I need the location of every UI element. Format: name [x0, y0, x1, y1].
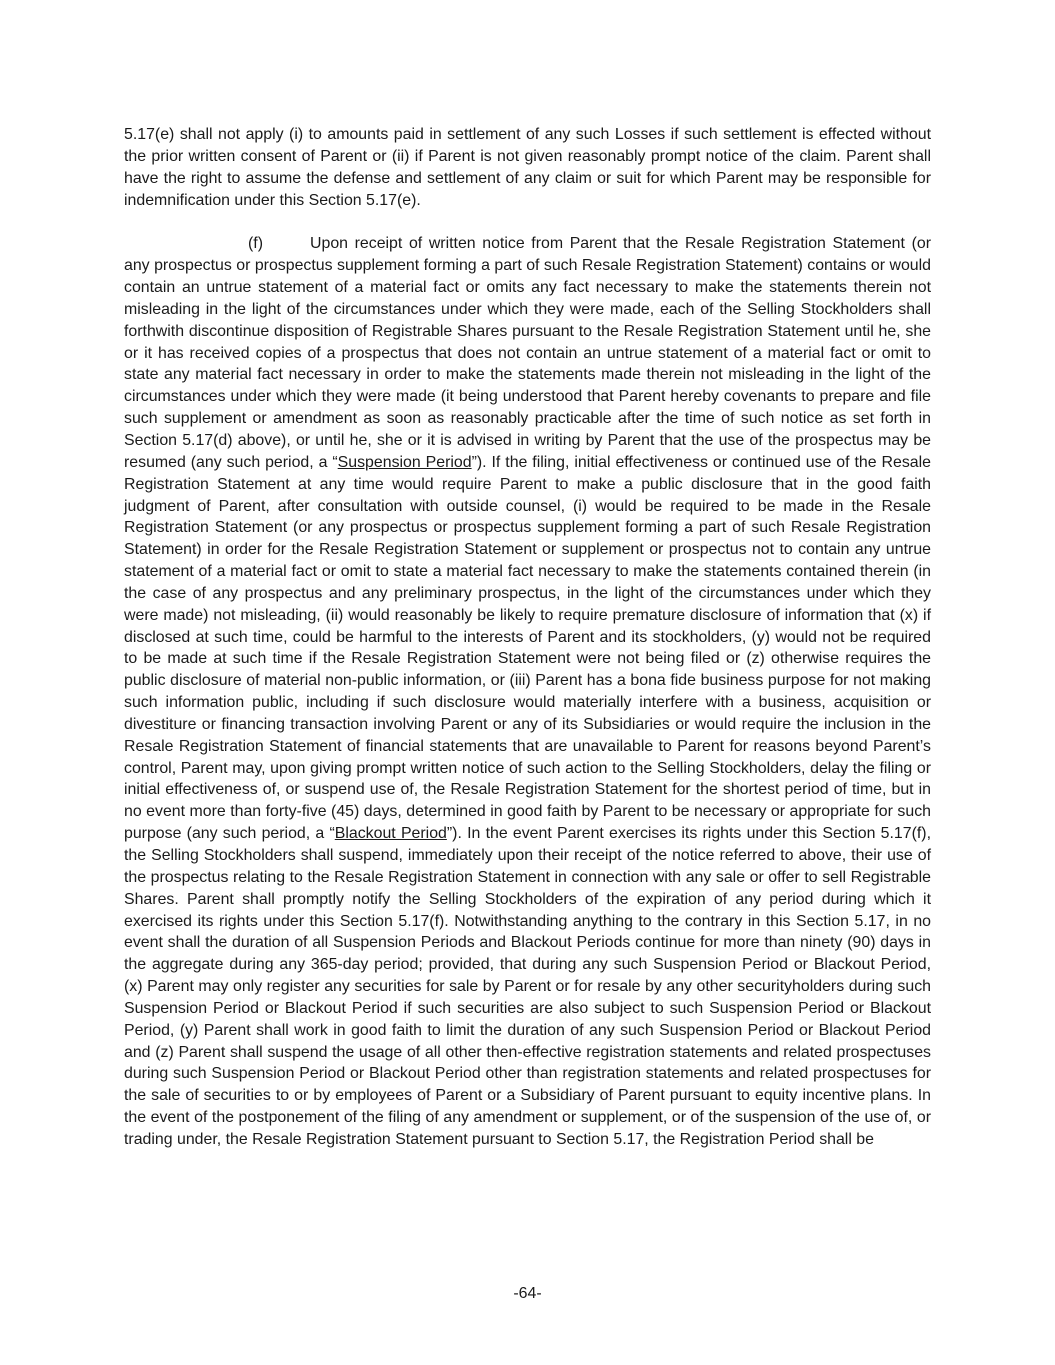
subsection-label: (f)	[248, 235, 263, 253]
defined-term-suspension-period: Suspension Period	[337, 453, 472, 471]
paragraph-text-part-b: ”). If the filing, initial effectiveness or continued use of the Resale Registration Statement at any time would require Parent to make a public disclosure that in the good faith judgment of Parent, after consultation with outside counsel, (i) would be required to be made in the Resale Registration Statement (or any prospectus or prospectus supplement forming a part of such Resale Registration Statement) in order for the Resale Registration Statement or supplement or prospectus not to contain any untrue statement of a material fact or omit to state a material fact necessary to make the statements contained therein (in the case of any prospectus and any preliminary prospectus, in the light of the circumstances under which they were made) not misleading, (ii) would reasonably be likely to require premature disclosure of information that (x) if disclosed at such time, could be harmful to the interests of Parent and its stockholders, (y) would not be required to be made at such time if the Resale Registration Statement were not being filed or (z) otherwise requires the public disclosure of material non-public information, or (iii) Parent has a bona fide business purpose for not making such information public, including if such disclosure would materially interfere with a business, acquisition or divestiture or financing transaction involving Parent or any of its Subsidiaries or would require the inclusion in the Resale Registration Statement of financial statements that are unavailable to Parent for reasons beyond Parent’s control, Parent may, upon giving prompt written notice of such action to the Selling Stockholders, delay the filing or initial effectiveness of, or suspend use of, the Resale Registration Statement for the shortest period of time, but in no event more than forty-five (45) days, determined in good faith by Parent to be necessary or appropriate for such purpose (any such period, a “	[124, 453, 931, 843]
paragraph-indemnification-continuation	[124, 124, 931, 211]
defined-term-blackout-period: Blackout Period	[334, 825, 447, 843]
paragraph-text-part-a: Upon receipt of written notice from Parent that the Resale Registration Statement (or any prospectus or prospectus supplement forming a part of such Resale Registration Statement) contains or would contain an untrue statement of a material fact or omits any fact necessary to make the statements therein not misleading in the light of the circumstances under which they were made, each of the Selling Stockholders shall forthwith discontinue disposition of Registrable Shares pursuant to the Resale Registration Statement until he, she or it has received copies of a prospectus that does not contain an untrue statement of a material fact or omit to state any material fact necessary in order to make the statements made therein not misleading in the light of the circumstances under which they were made (it being understood that Parent hereby covenants to prepare and file such supplement or amendment as soon as reasonably practicable after the time of such notice as set forth in Section 5.17(d) above), or until he, she or it is advised in writing by Parent that the use of the prospectus may be resumed (any such period, a “	[124, 235, 931, 471]
paragraph-text-part-c: ”). In the event Parent exercises its rights under this Section 5.17(f), the Selling Stockholders shall suspend, immediately upon their receipt of the notice referred to above, their use of the prospectus relating to the Resale Registration Statement in connection with any sale or offer to sell Registrable Shares. Parent shall promptly notify the Selling Stockholders of the expiration of any period during which it exercised its rights under this Section 5.17(f). Notwithstanding anything to the contrary in this Section 5.17, in no event shall the duration of all Suspension Periods and Blackout Periods continue for more than ninety (90) days in the aggregate during any 365-day period; provided, that during any such Suspension Period or Blackout Period, (x) Parent may only register any securities for sale by Parent or for resale by any other securityholders during such Suspension Period or Blackout Period if such securities are also subject to such Suspension Period or Blackout Period, (y) Parent shall work in good faith to limit the duration of any such Suspension Period or Blackout Period and (z) Parent shall suspend the usage of all other then-effective registration statements and related prospectuses during such Suspension Period or Blackout Period other than registration statements and related prospectuses for the sale of securities to or by employees of Parent or a Subsidiary of Parent pursuant to equity incentive plans. In the event of the postponement of the filing of any amendment or supplement, or of the suspension of the use of, or trading under, the Resale Registration Statement pursuant to Section 5.17, the Registration Period shall be	[124, 825, 931, 1148]
paragraph-section-5-17-f	[124, 233, 931, 1150]
page-number: -64-	[513, 1285, 542, 1302]
document-page	[124, 124, 931, 1151]
paragraph-text: 5.17(e) shall not apply (i) to amounts paid in settlement of any such Losses if such settlement is effected without the prior written consent of Parent or (ii) if Parent is not given reasonably prompt notice of the claim. Parent shall have the right to assume the defense and settlement of any claim or suit for which Parent may be responsible for indemnification under this Section 5.17(e).	[124, 126, 931, 209]
